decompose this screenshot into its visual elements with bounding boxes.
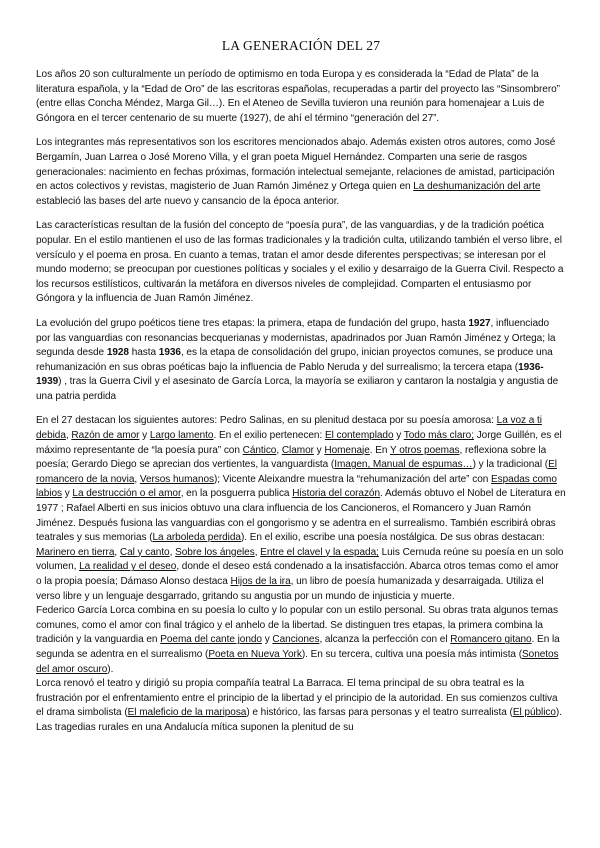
text-span: y	[393, 430, 404, 442]
text-span: ); Vicente Aleixandre muestra la “rehumanización del arte” con	[214, 473, 492, 485]
work-title: La destrucción o el amor	[72, 488, 181, 500]
text-span: ,	[114, 546, 120, 558]
work-title: Clamor	[281, 444, 314, 456]
work-title: Poema del cante jondo	[160, 634, 262, 646]
paragraph-lorca-theatre	[36, 677, 566, 735]
work-title: Romancero gitano	[450, 634, 532, 646]
text-span: , un libro de poesía humanizada y desarraigada. Utiliza el verso libre y un lenguaje desgarrado, gritando su angustia por un mundo de injusticia y muerte.	[36, 576, 544, 602]
text-span: Luis Cernuda reúne su poesía en un solo volumen,	[36, 546, 564, 573]
text-span: y	[261, 634, 273, 646]
work-title: La voz a ti debida	[36, 415, 542, 442]
work-title: Todo más claro;	[403, 430, 474, 442]
text-span: . En	[369, 444, 391, 456]
text-span: . En la segunda se adentra en el surrealismo (	[36, 634, 560, 660]
paragraph-characteristics	[36, 219, 566, 307]
text-span: ) y la tradicional (	[472, 459, 549, 471]
text-span: ).	[107, 663, 114, 675]
text-span: y	[139, 430, 150, 442]
text-span: , en la posguerra publica	[180, 488, 293, 500]
text-span: , donde el deseo está condenado a la insatisfacción. Abarca otros temas como el amor o la propia poesía; Dámaso Alonso destaca	[36, 561, 559, 587]
text-span: ) e histórico, las farsas para personas y el teatro surrealista (	[246, 707, 513, 719]
text-span: En el 27 destacan los siguientes autores: Pedro Salinas, en su plenitud destaca por su poesía amorosa:	[36, 415, 497, 427]
work-title: Versos humanos	[139, 473, 214, 485]
work-title: La realidad y el deseo	[79, 561, 177, 573]
work-title: Homenaje	[324, 444, 370, 456]
paragraph-lorca-poetry	[36, 604, 566, 677]
text-span: Federico García Lorca combina en su poesía lo culto y lo popular con un estilo personal. Su obras trata algunos temas comunes, como el amor con final trágico y el anhelo de la libertad. Se distinguen tres etapas, la primera combina la tradición y la vanguardia en	[36, 605, 558, 646]
work-title: Cántico	[242, 444, 277, 456]
work-title: Largo lamento	[149, 430, 214, 442]
work-title: Y otros poemas	[390, 444, 460, 456]
document-title: LA GENERACIÓN DEL 27	[221, 38, 381, 53]
document-page	[36, 38, 566, 736]
work-title: Canciones	[272, 634, 320, 646]
text-span: , es la etapa de consolidación del grupo, inician proyectos comunes, se produce una rehumanización en sus obras poéticas bajo la influencia de Pablo Neruda y del surrealismo; la tercera etapa (	[36, 347, 553, 373]
text-span: ,	[169, 546, 176, 558]
work-title: El público	[512, 707, 556, 719]
text-span: ). Las tragedias rurales en una Andalucía mítica suponen la plenitud de su	[36, 707, 562, 733]
text-span: . Además obtuvo el Nobel de Literatura en 1977 ; Rafael Alberti en sus inicios obtuvo una clara influencia de los Cancioneros, el Romancero y Juan Ramón Jiménez. Después fusiona las vanguardias con el gongorismo y se adentra en el surrealismo. También escribirá obras teatrales y sus memorias (	[36, 488, 566, 544]
text-span: ,	[65, 430, 72, 442]
paragraph-members	[36, 136, 566, 209]
text-span: ,	[134, 473, 140, 485]
paragraph-authors	[36, 414, 566, 604]
paragraph-intro	[36, 68, 566, 126]
work-title: Entre el clavel y la espada;	[260, 546, 379, 558]
work-title: Poeta en Nueva York	[208, 648, 302, 660]
text-span: Jorge Guillén, es el máximo representante de “la poesía pura” con	[36, 430, 562, 456]
text-span: ,	[276, 444, 282, 456]
work-title: Espadas como labios	[36, 473, 557, 500]
text-span: , alcanza la perfección con el	[319, 634, 451, 646]
year-bold: 1936-1939	[36, 361, 544, 388]
text-span: y	[61, 488, 73, 500]
text-span: ) , tras la Guerra Civil y el asesinato de García Lorca, la mayoría se exiliaron y cantaron la nostalgia y angustia de una patria perdida	[36, 376, 559, 402]
work-title: La arboleda perdida	[152, 532, 241, 544]
text-span: hasta	[128, 347, 159, 359]
text-span: , influenciado por las vanguardias con resonancias becquerianas y modernistas, apadrinados por Juan Ramón Jiménez y Ortega; la segunda desde	[36, 317, 556, 359]
work-title: Imagen, Manual de espumas…	[334, 459, 473, 471]
year-bold: 1928	[106, 347, 129, 359]
work-title: Razón de amor	[71, 430, 140, 442]
text-span: ,	[254, 546, 261, 558]
text-span: La evolución del grupo poéticos tiene tres etapas: la primera, etapa de fundación del grupo, hasta	[36, 317, 469, 329]
work-title: Marinero en tierra	[36, 546, 115, 558]
text-span: ). En el exilio, escribe una poesía nostálgica. De sus obras destacan:	[240, 532, 545, 544]
text-span: y	[313, 444, 325, 456]
work-title: Historia del corazón	[292, 488, 381, 500]
text-span: , reflexiona sobre la poesía; Gerardo Diego se aprecian dos vertientes, la vanguardista (	[36, 444, 547, 471]
text-span: Los años 20 son culturalmente un período de optimismo en toda Europa y es considerada la “Edad de Plata” de la literatura española, y la “Edad de Oro” de las escritoras españolas, recuperadas a partir del proyecto las “Sinsombrero” (entre ellas Concha Méndez, Marga Gil…). En el Ateneo de Sevilla tuvieron una reunión para homenajear a Luis de Góngora en el tercer centenario de su muerte (1927), de ahí el término “generación del 27”.	[36, 69, 560, 124]
work-title: Sonetos del amor oscuro	[36, 648, 559, 675]
text-span: Lorca renovó el teatro y dirigió su propia compañía teatral La Barraca. El tema principal de su obra teatral es la frustración por el enfrentamiento entre el principio de la libertad y el principio de la autoridad. En sus comienzos cultiva el drama simbolista (	[36, 678, 558, 719]
work-title: La deshumanización del arte	[413, 181, 541, 193]
text-span: Los integrantes más representativos son los escritores mencionados abajo. Además existen otros autores, como José Bergamín, Juan Larrea o José Moreno Villa, y el gran poeta Miguel Hernández. Comparten una serie de rasgos generacionales: nacimiento en fechas próximas, formación intelectual semejante, relaciones de amistad, participación en actos colectivos y revistas, magisterio de Juan Ramón Jiménez y Ortega quien en	[36, 137, 556, 193]
year-bold: 1927	[468, 317, 491, 329]
text-span: estableció las bases del arte nuevo y cansancio de la época anterior.	[36, 195, 340, 207]
work-title: Sobre los ángeles	[175, 546, 255, 558]
text-span: Las características resultan de la fusión del concepto de “poesía pura”, de las vanguardias, y de la tradición poética popular. En el estilo mantienen el uso de las formas tradicionales y la tradición culta, utilizando también el verso libre, el versículo y el poema en prosa. En cuanto a temas, tratan el amor desde diferentes perspectivas; se interesan por el mundo moderno; se preocupan por cuestiones políticas y sociales y el exilio y desarraigo de la Guerra Civil. Respecto a los recursos estilísticos, cultivarán la metáfora en diversos niveles de complejidad. Comparten el entusiasmo por Góngora y la influencia de Juan Ramón Jiménez.	[36, 220, 564, 305]
text-span: . En el exilio pertenecen:	[213, 430, 325, 442]
work-title: El romancero de la novia	[36, 459, 557, 485]
paragraph-evolution	[36, 317, 566, 405]
text-span: ). En su tercera, cultiva una poesía más intimista (	[301, 648, 523, 660]
work-title: Hijos de la ira	[230, 576, 291, 587]
year-bold: 1936	[158, 347, 181, 359]
work-title: El maleficio de la mariposa	[127, 707, 247, 719]
work-title: El contemplado	[324, 430, 394, 442]
work-title: Cal y canto	[119, 546, 170, 558]
